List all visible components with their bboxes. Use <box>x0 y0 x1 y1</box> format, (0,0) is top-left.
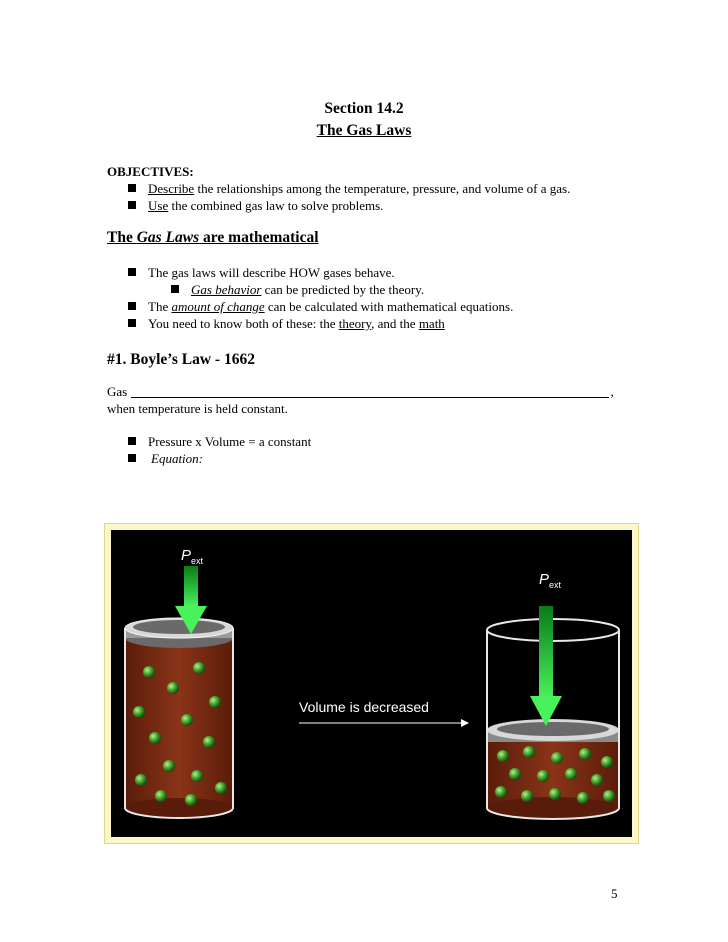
comma: , <box>610 384 614 399</box>
page-title-text: The Gas Laws <box>316 122 412 139</box>
section-number: Section 14.2 <box>324 100 404 117</box>
constant-temperature-text: when temperature is held constant. <box>107 401 288 416</box>
heading-pre: The <box>107 229 137 246</box>
left-p-label: $P_{ext}$ <box>181 547 204 566</box>
bullet-icon <box>128 302 136 310</box>
gas-laws-bullet-2 <box>128 299 513 315</box>
right-p-label: $P_{ext}$ <box>539 571 562 590</box>
boyle-bullet-2 <box>128 451 203 467</box>
left-cylinder <box>125 618 233 818</box>
bullet-text-pre: The <box>148 299 172 314</box>
objective-item-1 <box>128 181 570 197</box>
bullet-text-mid: , and the <box>371 316 419 331</box>
gas-word: Gas <box>107 384 128 399</box>
bullet-icon <box>128 184 136 192</box>
boyle-bullet-1 <box>128 434 311 450</box>
boyle-figure-frame <box>104 523 639 844</box>
objective-text: the combined gas law to solve problems. <box>168 198 384 213</box>
volume-decreased-label: Volume is decreased <box>299 699 429 715</box>
objective-keyword: Describe <box>148 181 195 196</box>
bullet-icon <box>128 437 136 445</box>
transition-arrow <box>299 719 469 727</box>
bullet-icon <box>128 319 136 327</box>
gas-laws-bullet-1 <box>128 265 395 281</box>
page-number: 5 <box>611 886 618 901</box>
gas-laws-bullet-3 <box>128 316 445 332</box>
boyle-figure <box>111 530 632 837</box>
bullet-text-pre: You need to know both of these: the <box>148 316 339 331</box>
objective-keyword: Use <box>148 198 169 213</box>
bullet-text: can be calculated with mathematical equations. <box>264 299 514 314</box>
boyle-figure-svg <box>111 530 632 837</box>
right-pressure-arrow <box>530 606 562 726</box>
math-word: math <box>418 316 445 331</box>
gas-laws-heading <box>107 229 319 247</box>
gas-laws-subbullet <box>171 282 424 298</box>
bullet-icon <box>128 268 136 276</box>
bullet-icon <box>128 454 136 462</box>
objective-text: the relationships among the temperature, pressure, and volume of a gas. <box>194 181 571 196</box>
bullet-icon <box>128 201 136 209</box>
bullet-italic: amount of change <box>171 299 265 314</box>
page-title <box>0 122 728 140</box>
bullet-icon <box>171 285 179 293</box>
theory-word: theory <box>338 316 372 331</box>
heading-italic: Gas Laws <box>136 229 200 246</box>
subbullet-italic: Gas behavior <box>191 282 262 297</box>
subbullet-text: can be predicted by the theory. <box>261 282 425 297</box>
heading-post: are mathematical <box>199 229 319 246</box>
equation-label: Equation: <box>151 451 203 466</box>
objectives-label: OBJECTIVES: <box>107 164 194 179</box>
answer-blank[interactable] <box>131 386 609 398</box>
fill-in-line <box>107 384 614 400</box>
bullet-text: Pressure x Volume = a constant <box>148 434 312 449</box>
boyles-law-heading: #1. Boyle’s Law - 1662 <box>107 351 255 368</box>
objective-item-2 <box>128 198 383 214</box>
bullet-text: The gas laws will describe HOW gases behave. <box>148 265 395 280</box>
